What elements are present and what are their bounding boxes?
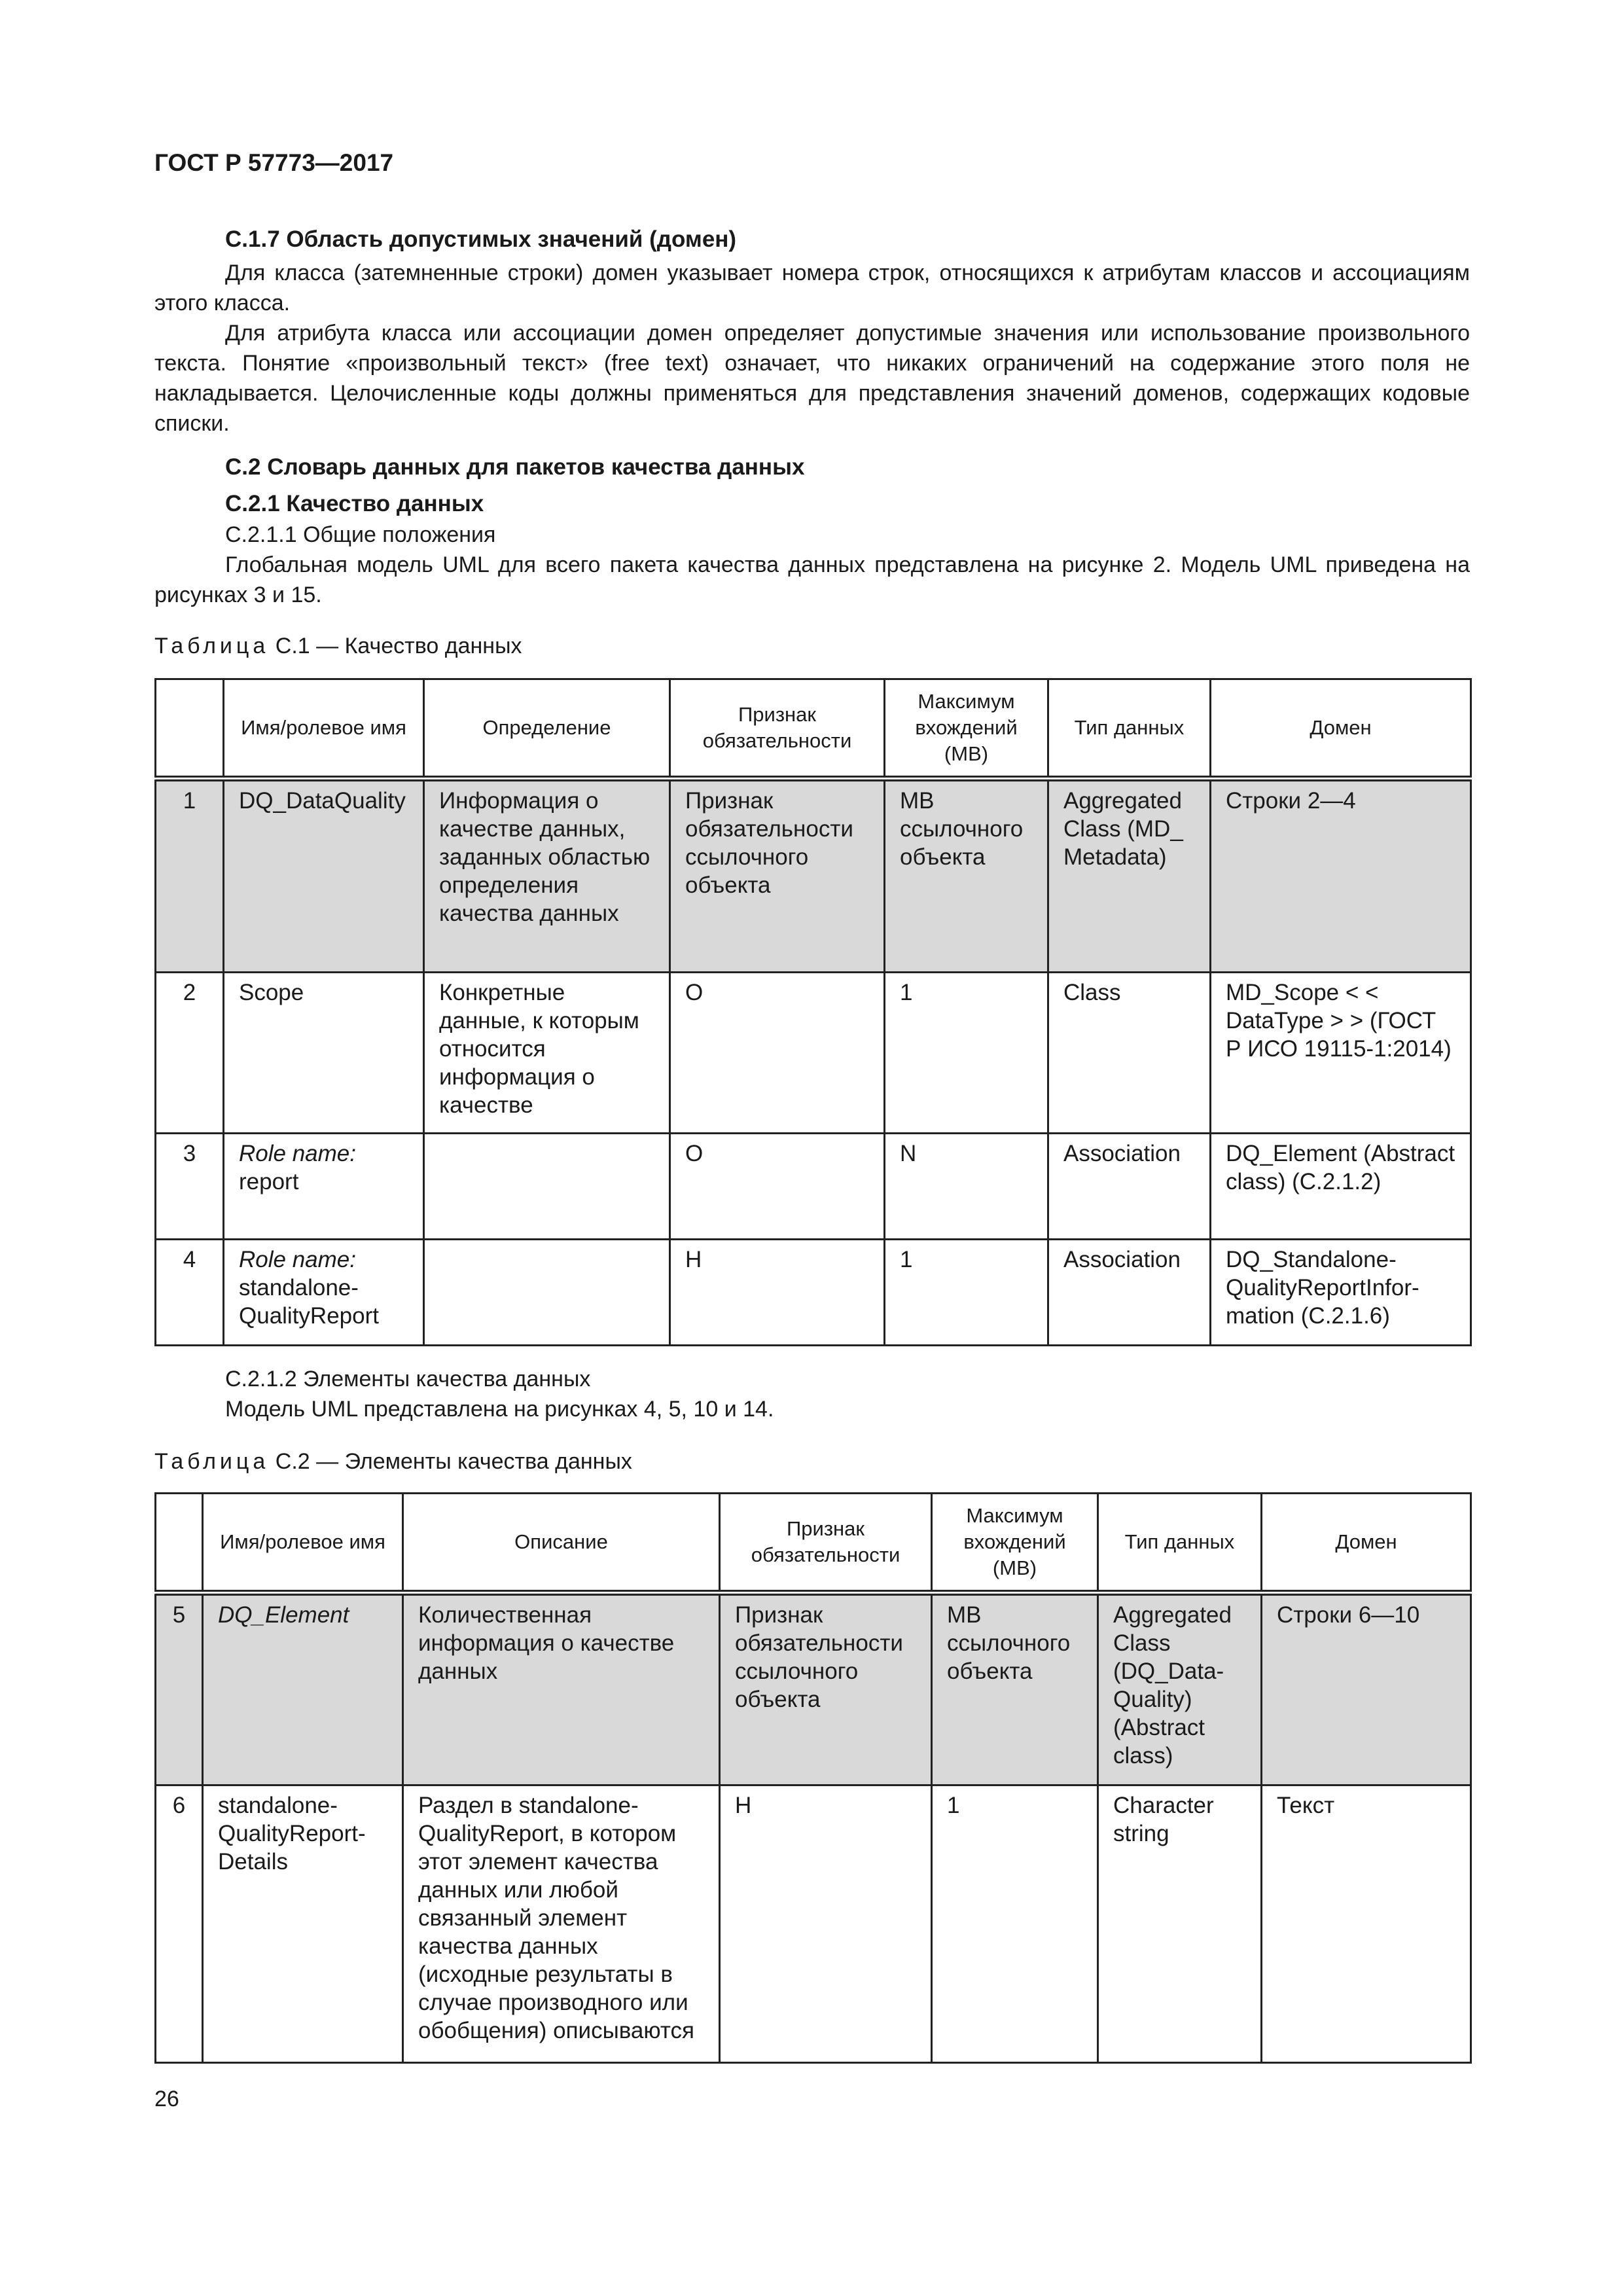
table-row bbox=[156, 1593, 1471, 1785]
table1-header-num bbox=[156, 679, 224, 779]
row-name: Scope bbox=[224, 973, 424, 1134]
row-number: 2 bbox=[156, 973, 224, 1134]
table1-caption bbox=[154, 634, 522, 659]
row-domain: DQ_Standalone-QualityReportInfor-mation (С.2.1.6) bbox=[1211, 1240, 1471, 1346]
row-obligation: H bbox=[670, 1240, 885, 1346]
row-name bbox=[224, 1134, 424, 1240]
row-max: 1 bbox=[885, 1240, 1048, 1346]
table1-header-name: Имя/ролевое имя bbox=[224, 679, 424, 779]
table2-header-name: Имя/ролевое имя bbox=[203, 1494, 403, 1593]
row-domain: Текст bbox=[1262, 1785, 1471, 2063]
role-name-value: report bbox=[239, 1169, 299, 1194]
row-obligation: Признак обязательности ссылочного объекта bbox=[670, 779, 885, 973]
row-name: standalone-QualityReport-Details bbox=[203, 1785, 403, 2063]
section-c17-paragraph-1: Для класса (затемненные строки) домен указывает номера строк, относящихся к атрибутам классов и ассоциациям этого класса. bbox=[154, 260, 1470, 315]
row-max: MB ссылочного объекта bbox=[885, 779, 1048, 973]
table2-header-num bbox=[156, 1494, 203, 1593]
table2-caption-word: Таблица bbox=[154, 1449, 270, 1474]
table1-header-row bbox=[156, 679, 1471, 779]
row-description: Количественная информация о качестве данных bbox=[403, 1593, 720, 1785]
row-number: 1 bbox=[156, 779, 224, 973]
table2-header-obligation: Признак обязательности bbox=[720, 1494, 932, 1593]
table-row bbox=[156, 1134, 1471, 1240]
table1-header-definition: Определение bbox=[424, 679, 670, 779]
table1-header-domain: Домен bbox=[1211, 679, 1471, 779]
section-c2111-heading: С.2.1.1 Общие положения bbox=[225, 522, 496, 547]
section-c17-heading: С.1.7 Область допустимых значений (домен) bbox=[225, 226, 737, 252]
table2-header-type: Тип данных bbox=[1098, 1494, 1262, 1593]
section-c2-paragraph-1: Глобальная модель UML для всего пакета качества данных представлена на рисунке 2. Модель UML приведена на рисунках 3 и 15. bbox=[154, 552, 1470, 607]
section-c17-paragraph-2: Для атрибута класса или ассоциации домен определяет допустимые значения или использование произвольного текста. Понятие «произвольный текст» (free text) означает, что никаких ограничений на содержание этого поля не накладывается. Целочисленные коды должны применяться для представления значений доменов, содержащих кодовые списки. bbox=[154, 321, 1470, 436]
row-type: Character string bbox=[1098, 1785, 1262, 2063]
table1-header-obligation: Признак обязательности bbox=[670, 679, 885, 779]
table1 bbox=[154, 678, 1472, 1346]
row-definition bbox=[424, 1240, 670, 1346]
table2-header-max: Максимум вхождений (MB) bbox=[932, 1494, 1098, 1593]
table2-header-domain: Домен bbox=[1262, 1494, 1471, 1593]
row-max: 1 bbox=[932, 1785, 1098, 2063]
row-type: Class bbox=[1048, 973, 1211, 1134]
row-max: MB ссылочного объекта bbox=[932, 1593, 1098, 1785]
table-row bbox=[156, 973, 1471, 1134]
row-description: Раздел в standalone-QualityReport, в котором этот элемент качества данных или любой связанный элемент качества данных (исходные результаты в случае производного или обобщения) описываются bbox=[403, 1785, 720, 2063]
row-max: N bbox=[885, 1134, 1048, 1240]
row-type: Association bbox=[1048, 1134, 1211, 1240]
table1-header-type: Тип данных bbox=[1048, 679, 1211, 779]
role-name-label: Role name: bbox=[239, 1141, 356, 1166]
table1-header-max: Максимум вхождений (MB) bbox=[885, 679, 1048, 779]
table2-header-description: Описание bbox=[403, 1494, 720, 1593]
row-type: Association bbox=[1048, 1240, 1211, 1346]
role-name-value: standalone-QualityReport bbox=[239, 1275, 379, 1329]
section-c21-heading: С.2.1 Качество данных bbox=[225, 491, 484, 516]
table2 bbox=[154, 1492, 1472, 2064]
row-number: 3 bbox=[156, 1134, 224, 1240]
row-obligation: H bbox=[720, 1785, 932, 2063]
row-name bbox=[224, 1240, 424, 1346]
role-name-label: Role name: bbox=[239, 1247, 356, 1272]
row-obligation: O bbox=[670, 1134, 885, 1240]
row-number: 6 bbox=[156, 1785, 203, 2063]
row-domain: Строки 6—10 bbox=[1262, 1593, 1471, 1785]
row-definition bbox=[424, 1134, 670, 1240]
row-max: 1 bbox=[885, 973, 1048, 1134]
table2-caption bbox=[154, 1449, 632, 1475]
row-name: DQ_DataQuality bbox=[224, 779, 424, 973]
section-c2-heading: С.2 Словарь данных для пакетов качества данных bbox=[225, 454, 805, 480]
row-definition: Информация о качестве данных, заданных областью определения качества данных bbox=[424, 779, 670, 973]
table-row bbox=[156, 1785, 1471, 2063]
row-obligation: O bbox=[670, 973, 885, 1134]
row-number: 4 bbox=[156, 1240, 224, 1346]
row-domain: DQ_Element (Abstract class) (С.2.1.2) bbox=[1211, 1134, 1471, 1240]
table2-caption-text: С.2 — Элементы качества данных bbox=[275, 1449, 632, 1474]
row-name: DQ_Element bbox=[203, 1593, 403, 1785]
table-row bbox=[156, 1240, 1471, 1346]
row-type: Aggregated Class (DQ_Data-Quality) (Abstract class) bbox=[1098, 1593, 1262, 1785]
row-domain: Строки 2—4 bbox=[1211, 779, 1471, 973]
row-domain: MD_Scope < < DataType > > (ГОСТ Р ИСО 19115-1:2014) bbox=[1211, 973, 1471, 1134]
document-code: ГОСТ Р 57773—2017 bbox=[154, 149, 394, 176]
row-number: 5 bbox=[156, 1593, 203, 1785]
page-number: 26 bbox=[154, 2087, 179, 2111]
table1-caption-word: Таблица bbox=[154, 634, 270, 658]
row-obligation: Признак обязательности ссылочного объекта bbox=[720, 1593, 932, 1785]
table2-header-row bbox=[156, 1494, 1471, 1593]
table-row bbox=[156, 779, 1471, 973]
row-definition: Конкретные данные, к которым относится информация о качестве bbox=[424, 973, 670, 1134]
section-c212-heading: С.2.1.2 Элементы качества данных bbox=[225, 1367, 591, 1391]
row-type: Aggregated Class (MD_ Metadata) bbox=[1048, 779, 1211, 973]
section-c212-paragraph: Модель UML представлена на рисунках 4, 5, 10 и 14. bbox=[225, 1397, 774, 1422]
table1-caption-text: С.1 — Качество данных bbox=[275, 634, 522, 658]
